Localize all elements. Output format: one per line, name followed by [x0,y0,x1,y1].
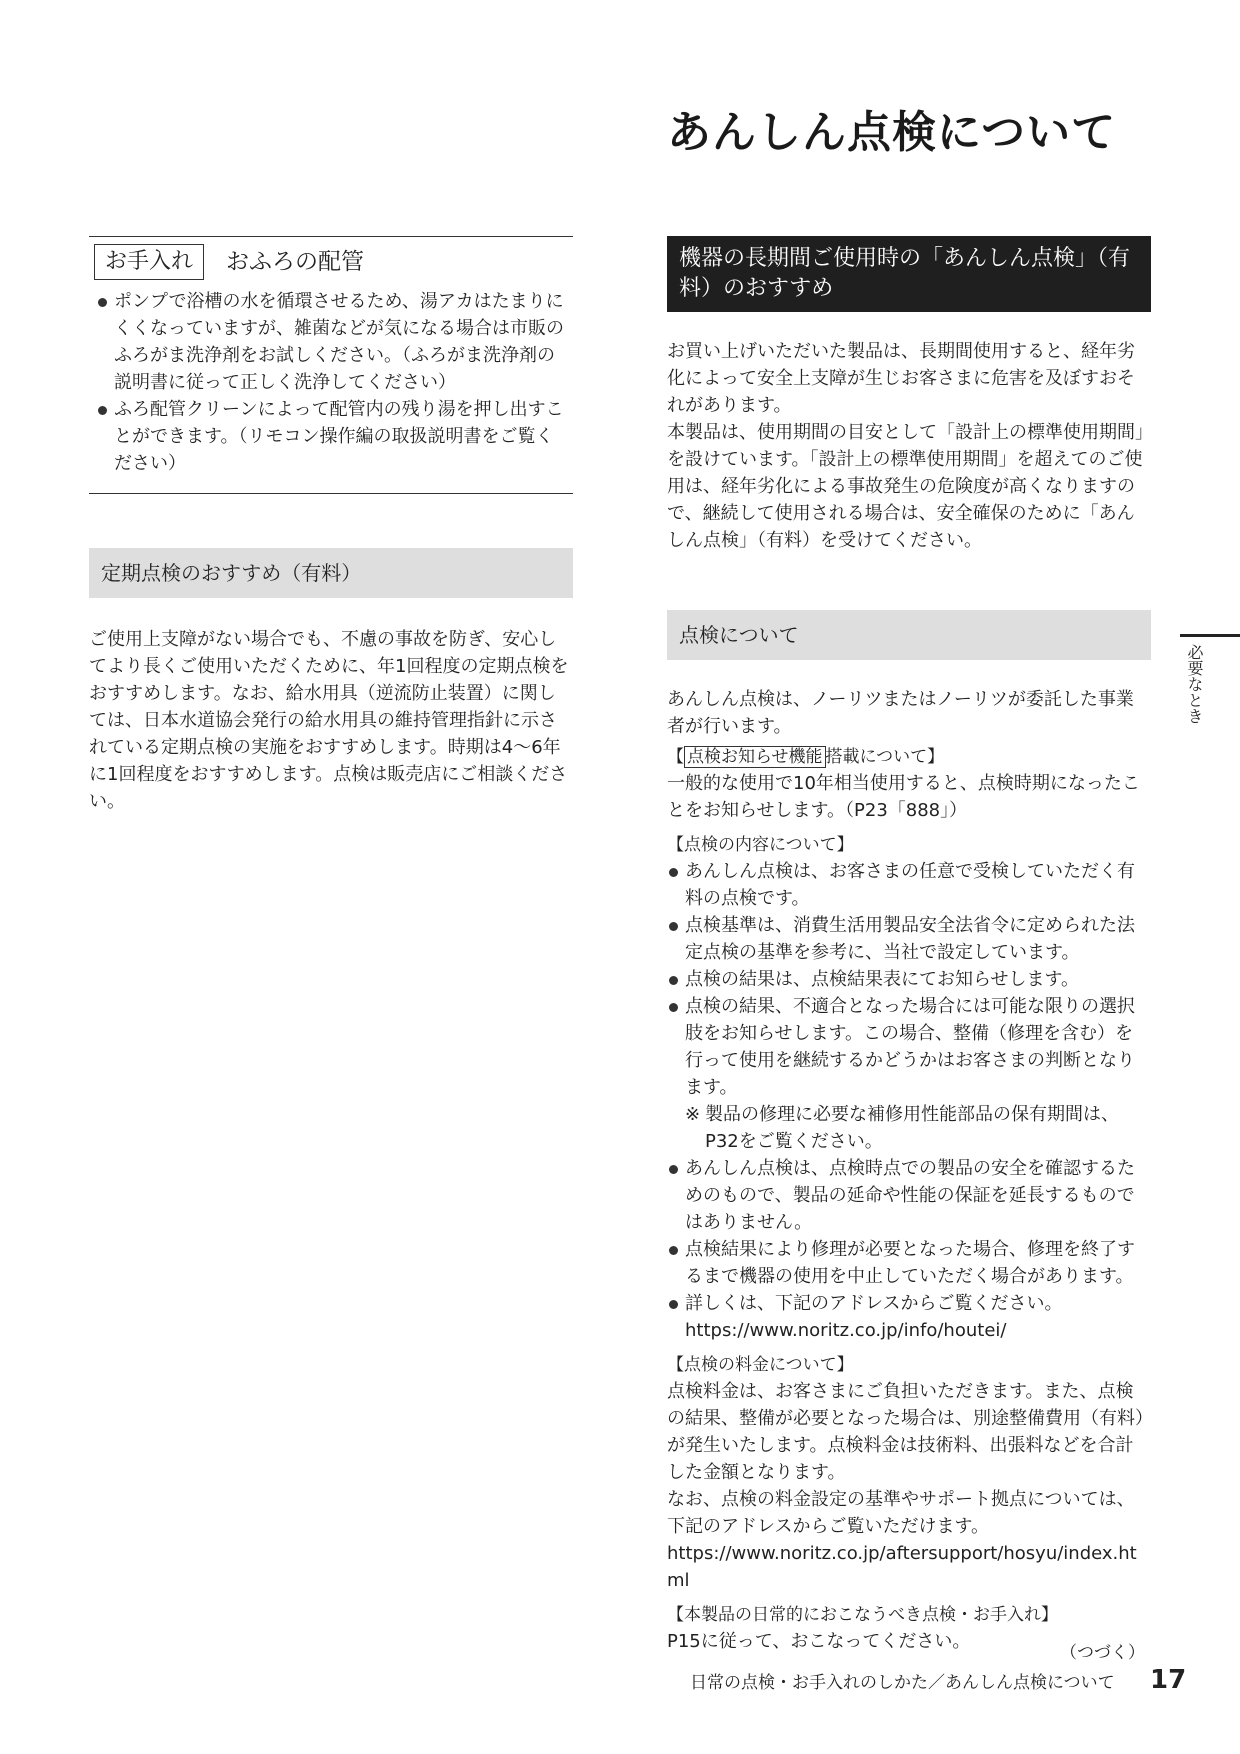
daily-label: 【本製品の日常的におこなうべき点検・お手入れ】 [667,1605,1058,1625]
inspection-heading: 点検について [667,610,1151,660]
care-item: ポンプで浴槽の水を循環させるため、湯アカはたまりにくくなっていますが、雑菌などが気になる場合は市販のふろがま洗浄剤をお試しください。（ふろがま洗浄剤の説明書に従って正しく洗浄してください） [96,288,566,396]
content-item: 点検結果により修理が必要となった場合、修理を終了するまで機器の使用を中止していただく場合があります。 [667,1236,1151,1290]
periodic-heading: 定期点検のおすすめ（有料） [89,548,573,598]
long-term-paragraph: お買い上げいただいた製品は、長期間使用すると、経年劣化によって安全上支障が生じお客さまに危害を及ぼすおそれがあります。 [667,341,1135,416]
notice-feature-box: 点検お知らせ機能 [684,746,826,768]
side-tab: 必要なとき [1185,644,1204,724]
inspection-intro: あんしん点検は、ノーリツまたはノーリツが委託した事業者が行います。 [667,689,1134,737]
content-item: 点検の結果は、点検結果表にてお知らせします。 [667,966,1151,993]
daily-body: P15に従って、おこなってください。 [667,1631,971,1652]
content-label: 【点検の内容について】 [667,835,854,855]
content-item: あんしん点検は、お客さまの任意で受検していただく有料の点検です。 [667,858,1151,912]
long-term-paragraph: 本製品は、使用期間の目安として「設計上の標準使用期間」を設けています。「設計上の標準使用期間」を超えてのご使用は、経年劣化による事故発生の危険度が高くなりますので、継続して使用される場合は、安全確保のために「あんしん点検」（有料）を受けてください。 [667,422,1144,551]
continued-note: （つづく） [1060,1643,1145,1663]
periodic-body: ご使用上支障がない場合でも、不慮の事故を防ぎ、安心してより長くご使用いただくために、年1回程度の定期点検をおすすめします。なお、給水用具（逆流防止装置）に関しては、日本水道協会発行の給水用具の維持管理指針に示されている定期点検の実施をおすすめします。時期は4〜6年に1回程度をおすすめします。点検は販売店にご相談ください。 [89,629,569,812]
fee-label: 【点検の料金について】 [667,1355,854,1375]
care-tag: お手入れ [94,244,204,280]
note-mark: ※ [685,1104,701,1125]
care-item: ふろ配管クリーンによって配管内の残り湯を押し出すことができます。（リモコン操作編の取扱説明書をご覧ください） [96,396,566,477]
fee-paragraph: 点検料金は、お客さまにご負担いただきます。また、点検の結果、整備が必要となった場合は、別途整備費用（有料）が発生いたします。点検料金は技術料、出張料などを合計した金額となります。 [667,1381,1144,1483]
page-number: 17 [1150,1665,1187,1695]
page-title: あんしん点検について [667,107,1117,158]
side-tab-rule [1180,634,1240,637]
long-term-body [667,338,1151,554]
notice-body: 一般的な使用で10年相当使用すると、点検時期になったことをお知らせします。（P23「888」） [667,773,1140,821]
fee-paragraph: なお、点検の料金設定の基準やサポート拠点については、下記のアドレスからご覧いただけます。 [667,1489,1135,1537]
footer-running-title: 日常の点検・お手入れのしかた／あんしん点検について [690,1673,1115,1693]
content-item: 点検基準は、消費生活用製品安全法省令に定められた法定点検の基準を参考に、当社で設定しています。 [667,912,1151,966]
inspection-body [667,686,1151,1655]
content-note: ※ 製品の修理に必要な補修用性能部品の保有期間は、P32をご覧ください。 [667,1101,1151,1155]
content-url-link[interactable]: https://www.noritz.co.jp/info/houtei/ [685,1320,1007,1341]
content-item: 点検の結果、不適合となった場合には可能な限りの選択肢をお知らせします。この場合、整備（修理を含む）を行って使用を継続するかどうかはお客さまの判断となります。 [667,993,1151,1101]
long-term-heading: 機器の長期間ご使用時の「あんしん点検」（有料）のおすすめ [667,236,1151,312]
care-heading: おふろの配管 [226,249,364,275]
content-list [667,858,1151,1344]
content-item: 詳しくは、下記のアドレスからご覧ください。 [667,1290,1151,1317]
content-item: あんしん点検は、点検時点での製品の安全を確認するためのもので、製品の延命や性能の保証を延長するものではありません。 [667,1155,1151,1236]
care-list [96,288,566,477]
fee-url-link[interactable]: https://www.noritz.co.jp/aftersupport/hosyu/index.html [667,1543,1137,1591]
notice-label: 【 点検お知らせ機能 搭載について】 [667,747,945,767]
